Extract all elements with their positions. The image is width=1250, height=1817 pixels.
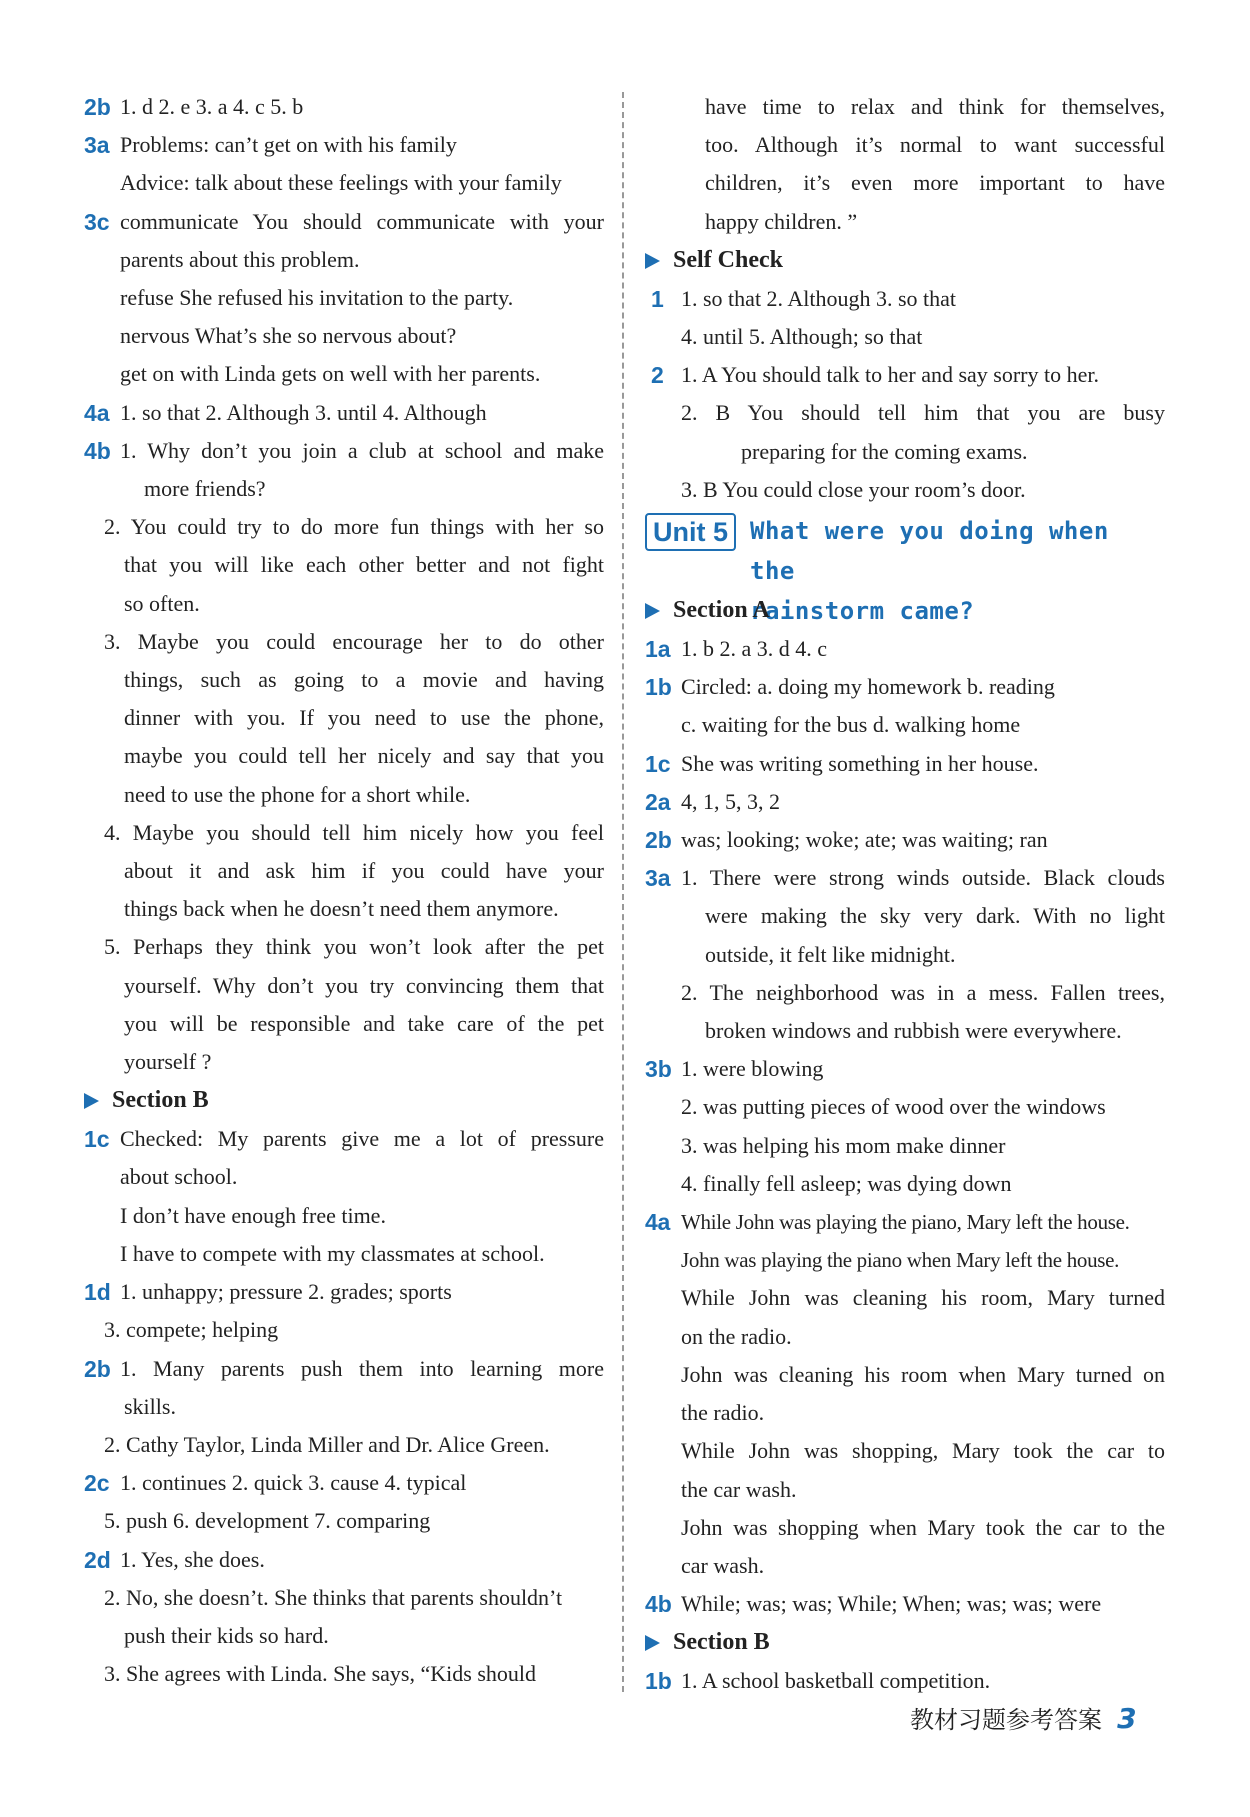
page-number: 3 <box>1117 1702 1137 1735</box>
answer-4a: 4a While John was playing the piano, Mary left the house. <box>645 1209 1130 1236</box>
answer-3a-line: outside, it felt like midnight. <box>705 941 956 967</box>
self-check-2-line: preparing for the coming exams. <box>741 438 1028 464</box>
answer-4a-line: on the radio. <box>681 1323 792 1349</box>
answer-4b-line: so often. <box>124 590 200 616</box>
answer-1b-line: c. waiting for the bus d. walking home <box>681 712 1021 738</box>
answer-3c: 3c communicate You should communicate with your <box>84 208 604 235</box>
unit-title-line: What were you doing when the <box>750 517 1109 586</box>
answer-2d-line: 2. No, she doesn’t. She thinks that parents shouldn’t <box>104 1584 563 1610</box>
answer-4b: 4b 1. Why don’t you join a club at school and make <box>84 437 604 464</box>
answer-1c-line: I have to compete with my classmates at school. <box>120 1240 545 1266</box>
answer-2a: 2a 4, 1, 5, 3, 2 <box>645 788 780 815</box>
answer-1d: 1d 1. unhappy; pressure 2. grades; sports <box>84 1279 452 1306</box>
page-footer <box>910 1700 1137 1735</box>
answer-4b-line: yourself. Why don’t you try convincing them that <box>124 972 604 998</box>
answer-4b-line: that you will like each other better and not fight <box>124 552 604 578</box>
answer-3c-line: parents about this problem. <box>120 246 360 272</box>
answer-2c: 2c 1. continues 2. quick 3. cause 4. typical <box>84 1470 467 1497</box>
unit-title-line: rainstorm came? <box>750 597 975 626</box>
answer-2c-line: 5. push 6. development 7. comparing <box>104 1508 431 1534</box>
answer-4b-line: things, such as going to a movie and having <box>124 667 604 693</box>
answer-4a-line: John was shopping when Mary took the car to the <box>681 1514 1165 1540</box>
self-check-2: 2 1. A You should talk to her and say sorry to her. <box>651 362 1099 389</box>
answer-2d-line: 3. She agrees with Linda. She says, “Kids should <box>104 1661 536 1687</box>
answer-1b-section-b: 1b 1. A school basketball competition. <box>645 1668 991 1695</box>
self-check-1: 1 1. so that 2. Although 3. so that <box>651 285 956 312</box>
answer-3b: 3b 1. were blowing <box>645 1056 824 1083</box>
answer-2b-line: skills. <box>124 1393 176 1419</box>
answer-4a-line: the car wash. <box>681 1476 797 1502</box>
answer-4b-line: you will be responsible and take care of the pet <box>124 1010 604 1036</box>
section-a-heading: Section A <box>645 591 1165 630</box>
answer-1c-line: about school. <box>120 1164 238 1190</box>
self-check-2-line: 2. B You should tell him that you are busy <box>681 400 1165 426</box>
footer-title: 教材习题参考答案 <box>910 1706 1102 1734</box>
answer-4a-line: While John was cleaning his room, Mary turned <box>681 1285 1165 1311</box>
answer-3a: 3a Problems: can’t get on with his family <box>84 132 457 159</box>
answer-3b-line: 4. finally fell asleep; was dying down <box>681 1170 1012 1196</box>
answer-2d: 2d 1. Yes, she does. <box>84 1546 265 1573</box>
continued-line: too. Although it’s normal to want successful <box>705 132 1165 158</box>
self-check-2-line: 3. B You could close your room’s door. <box>681 476 1026 502</box>
answer-4a-line: car wash. <box>681 1552 765 1578</box>
answer-1a: 1a 1. b 2. a 3. d 4. c <box>645 636 828 663</box>
answer-1d-line: 3. compete; helping <box>104 1317 279 1343</box>
answer-3c-line: refuse She refused his invitation to the party. <box>120 285 514 311</box>
answer-4b-line: maybe you could tell her nicely and say that you <box>124 743 604 769</box>
answer-4b-line: 5. Perhaps they think you won’t look after the pet <box>104 934 604 960</box>
triangle-icon <box>645 253 660 269</box>
answer-4b-line: more friends? <box>144 476 266 502</box>
answer-4b-line: need to use the phone for a short while. <box>124 781 471 807</box>
answer-2d-line: push their kids so hard. <box>124 1622 329 1648</box>
continued-line: children, it’s even more important to have <box>705 170 1165 196</box>
continued-line: happy children. ” <box>705 208 858 234</box>
answer-3a-line: 2. The neighborhood was in a mess. Fallen trees, <box>681 979 1165 1005</box>
answer-1c-line: I don’t have enough free time. <box>120 1202 386 1228</box>
answer-3b-line: 2. was putting pieces of wood over the windows <box>681 1094 1106 1120</box>
answer-3c-line: get on with Linda gets on well with her parents. <box>120 361 541 387</box>
triangle-icon <box>645 603 660 619</box>
column-divider <box>622 92 624 1692</box>
answer-3a-line: broken windows and rubbish were everywhere. <box>705 1018 1122 1044</box>
answer-3a: 3a 1. There were strong winds outside. Black clouds <box>645 865 1165 892</box>
answer-2b-section-b: 2b 1. Many parents push them into learning more <box>84 1355 604 1382</box>
self-check-heading: Self Check <box>645 241 1165 280</box>
section-b-heading: Section B <box>84 1081 604 1120</box>
self-check-1-line: 4. until 5. Although; so that <box>681 324 923 350</box>
answer-4b-line: things back when he doesn’t need them anymore. <box>124 896 559 922</box>
answer-4b-line: 3. Maybe you could encourage her to do other <box>104 628 604 654</box>
answer-4b-line: 4. Maybe you should tell him nicely how you feel <box>104 819 604 845</box>
continued-line: have time to relax and think for themselves, <box>705 94 1165 119</box>
section-b-heading: Section B <box>645 1623 1165 1662</box>
answer-2b: 2b was; looking; woke; ate; was waiting; ran <box>645 827 1048 854</box>
answer-4a-line: John was cleaning his room when Mary turned on <box>681 1361 1165 1387</box>
triangle-icon <box>84 1093 99 1109</box>
right-column <box>645 88 1165 1701</box>
answer-3c-line: nervous What’s she so nervous about? <box>120 323 457 349</box>
answer-2b-line: 2. Cathy Taylor, Linda Miller and Dr. Alice Green. <box>104 1431 550 1457</box>
answer-3a-line: were making the sky very dark. With no light <box>705 903 1165 929</box>
answer-1c: 1c She was writing something in her house. <box>645 750 1039 777</box>
answer-4a: 4a 1. so that 2. Although 3. until 4. Although <box>84 399 487 426</box>
answer-4b-line: 2. You could try to do more fun things with her so <box>104 514 604 540</box>
answer-4b: 4b While; was; was; While; When; was; was; were <box>645 1591 1102 1618</box>
answer-4b-line: dinner with you. If you need to use the phone, <box>124 705 604 731</box>
triangle-icon <box>645 1635 660 1651</box>
answer-4a-line: While John was shopping, Mary took the car to <box>681 1438 1165 1464</box>
left-column <box>84 88 604 1693</box>
answer-1b: 1b Circled: a. doing my homework b. reading <box>645 674 1055 701</box>
unit-badge: Unit 5 <box>645 513 736 551</box>
answer-1c: 1c Checked: My parents give me a lot of pressure <box>84 1126 604 1153</box>
answer-3b-line: 3. was helping his mom make dinner <box>681 1132 1006 1158</box>
answer-3a-line: Advice: talk about these feelings with your family <box>120 170 562 196</box>
answer-4b-line: about it and ask him if you could have your <box>124 858 604 884</box>
answer-4a-line: John was playing the piano when Mary left the house. <box>681 1248 1120 1273</box>
answer-4a-line: the radio. <box>681 1400 765 1426</box>
answer-4b-line: yourself ? <box>124 1049 212 1075</box>
answer-2b: 2b 1. d 2. e 3. a 4. c 5. b <box>84 94 304 120</box>
